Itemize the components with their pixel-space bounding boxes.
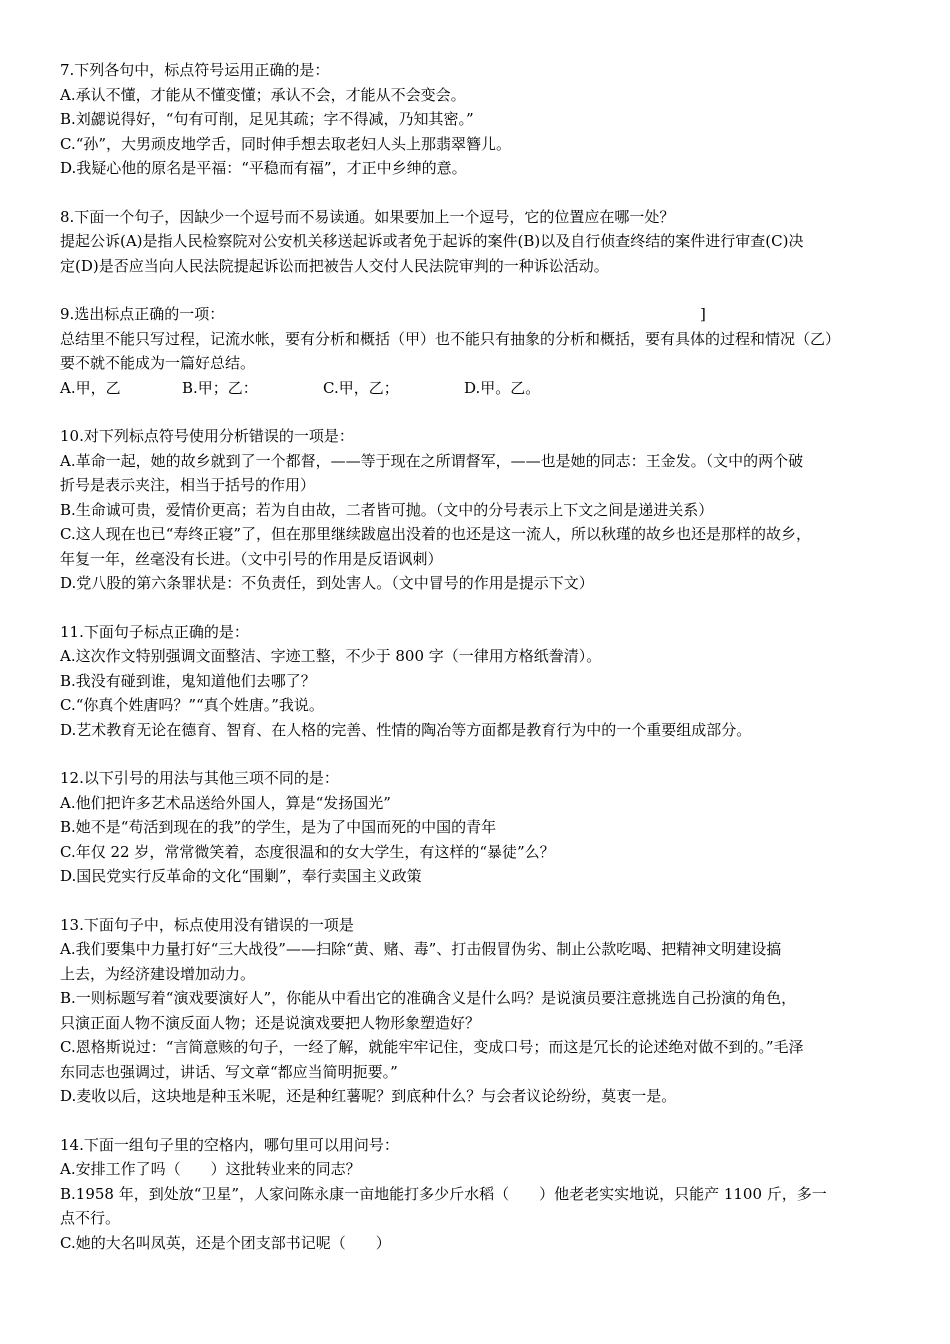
option-d: D.麦收以后，这块地是种玉米呢，还是种红薯呢？到底种什么？与会者议论纷纷，莫衷一是。: [60, 1087, 677, 1105]
option-d: D.党八股的第六条罪状是：不负责任，到处害人。（文中冒号的作用是提示下文）: [60, 574, 594, 592]
question-stem: 12.以下引号的用法与其他三项不同的是：: [60, 769, 339, 787]
question-12: [60, 766, 896, 889]
option-b: B.1958 年，到处放“卫星”，人家问陈永康一亩地能打多少斤水稻（ ）他老老实实地说，只能产 1100 斤，多一: [60, 1184, 827, 1203]
option-c-continued: 东同志也强调过，讲话、写文章“都应当简明扼要。”: [60, 1062, 398, 1081]
option-a: A.承认不懂，才能从不懂变懂；承认不会，才能从不会变会。: [60, 85, 466, 104]
question-stem: 9.选出标点正确的一项：: [60, 305, 225, 323]
option-b: B.生命诚可贵，爱情价更高；若为自由故，二者皆可抛。（文中的分号表示上下文之间是递进关系）: [60, 500, 714, 519]
option-b: B.她不是“苟活到现在的我”的学生，是为了中国而死的中国的青年: [60, 818, 497, 836]
option-b-continued: 只演正面人物不演反面人物；还是说演戏要把人物形象塑造好？: [60, 1013, 481, 1032]
passage-line: 总结里不能只写过程，记流水帐，要有分析和概括（甲）也不能只有抽象的分析和概括，要有具体的过程和情况（乙）: [60, 329, 841, 348]
question-10: [60, 424, 896, 596]
answer-bracket: ]: [700, 305, 706, 323]
question-9: [60, 302, 896, 400]
option-c: C.“孙”，大男顽皮地学舌，同时伸手想去取老妇人头上那翡翠簪儿。: [60, 134, 512, 153]
option-a: A.甲，乙: [60, 378, 121, 397]
option-a: A.安排工作了吗（ ）这批转业来的同志？: [60, 1160, 361, 1178]
document-page: [60, 58, 896, 1279]
option-a: A.革命一起，她的故乡就到了一个都督，——等于现在之所谓督军，——也是她的同志：王金发。（文中的两个破: [60, 451, 804, 470]
option-c: C.年仅 22 岁，常常微笑着，态度很温和的女大学生，有这样的“暴徒”么？: [60, 842, 555, 861]
option-a-continued: 上去，为经济建设增加动力。: [60, 964, 256, 983]
question-stem: 11.下面句子标点正确的是：: [60, 622, 249, 641]
passage-line: 提起公诉(A)是指人民检察院对公安机关移送起诉或者免于起诉的案件(B)以及自行侦查终结的案件进行审查(C)决: [60, 232, 804, 250]
option-c: C.“你真个姓唐吗？”“真个姓唐。”我说。: [60, 696, 324, 714]
option-b: B.甲；乙：: [182, 378, 258, 397]
question-stem: 10.对下列标点符号使用分析错误的一项是：: [60, 427, 354, 445]
option-a: A.这次作文特别强调文面整洁、字迹工整，不少于 800 字（一律用方格纸誊清）。: [60, 647, 602, 665]
option-d: D.国民党实行反革命的文化“围剿”，奉行卖国主义政策: [60, 867, 422, 885]
option-b-continued: 点不行。: [60, 1209, 121, 1227]
option-a: A.我们要集中力量打好“三大战役”——扫除“黄、赌、毒”、打击假冒伪劣、制止公款吃喝、把精神文明建设搞: [60, 940, 782, 958]
options-row: [60, 376, 896, 401]
option-b: B.刘勰说得好，“句有可削，足见其疏；字不得减，乃知其密。”: [60, 110, 474, 128]
option-c: C.甲，乙；: [323, 378, 399, 397]
question-11: [60, 620, 896, 743]
question-13: [60, 913, 896, 1109]
option-a-continued: 折号是表示夹注，相当于括号的作用）: [60, 476, 316, 494]
passage-line: 要不就不能成为一篇好总结。: [60, 354, 256, 372]
option-c: C.她的大名叫凤英，还是个团支部书记呢（ ）: [60, 1233, 391, 1252]
passage-line: 定(D)是否应当向人民法院提起诉讼而把被告人交付人民法院审判的一种诉讼活动。: [60, 256, 609, 275]
question-stem: 13.下面句子中，标点使用没有错误的一项是: [60, 915, 354, 934]
question-stem: 8.下面一个句子，因缺少一个逗号而不易读通。如果要加上一个逗号，它的位置应在哪一处？: [60, 207, 675, 226]
question-8: [60, 205, 896, 279]
option-a: A.他们把许多艺术品送给外国人，算是“发扬国光”: [60, 793, 391, 812]
option-d: D.艺术教育无论在德育、智育、在人格的完善、性情的陶冶等方面都是教育行为中的一个重要组成部分。: [60, 720, 752, 739]
question-7: [60, 58, 896, 181]
option-b: B.我没有碰到谁，鬼知道他们去哪了？: [60, 671, 316, 690]
question-stem: 7.下列各句中，标点符号运用正确的是：: [60, 61, 330, 79]
question-stem: 14.下面一组句子里的空格内，哪句里可以用问号：: [60, 1135, 399, 1154]
option-c-continued: 年复一年，丝毫没有长进。（文中引号的作用是反语讽刺）: [60, 549, 443, 568]
option-d: D.甲。乙。: [464, 378, 541, 397]
option-c: C.这人现在也已“寿终正寝”了，但在那里继续跋扈出没着的也还是这一流人，所以秋瑾的故乡也还是那样的故乡，: [60, 525, 812, 543]
option-c: C.恩格斯说过：“言简意赅的句子，一经了解，就能牢牢记住，变成口号；而这是冗长的论述绝对做不到的。”毛泽: [60, 1038, 804, 1056]
option-d: D.我疑心他的原名是平福：“平稳而有福”，才正中乡绅的意。: [60, 159, 467, 177]
question-14: [60, 1133, 896, 1256]
option-b: B.一则标题写着“演戏要演好人”，你能从中看出它的准确含义是什么吗？是说演员要注意挑选自己扮演的角色，: [60, 989, 797, 1007]
